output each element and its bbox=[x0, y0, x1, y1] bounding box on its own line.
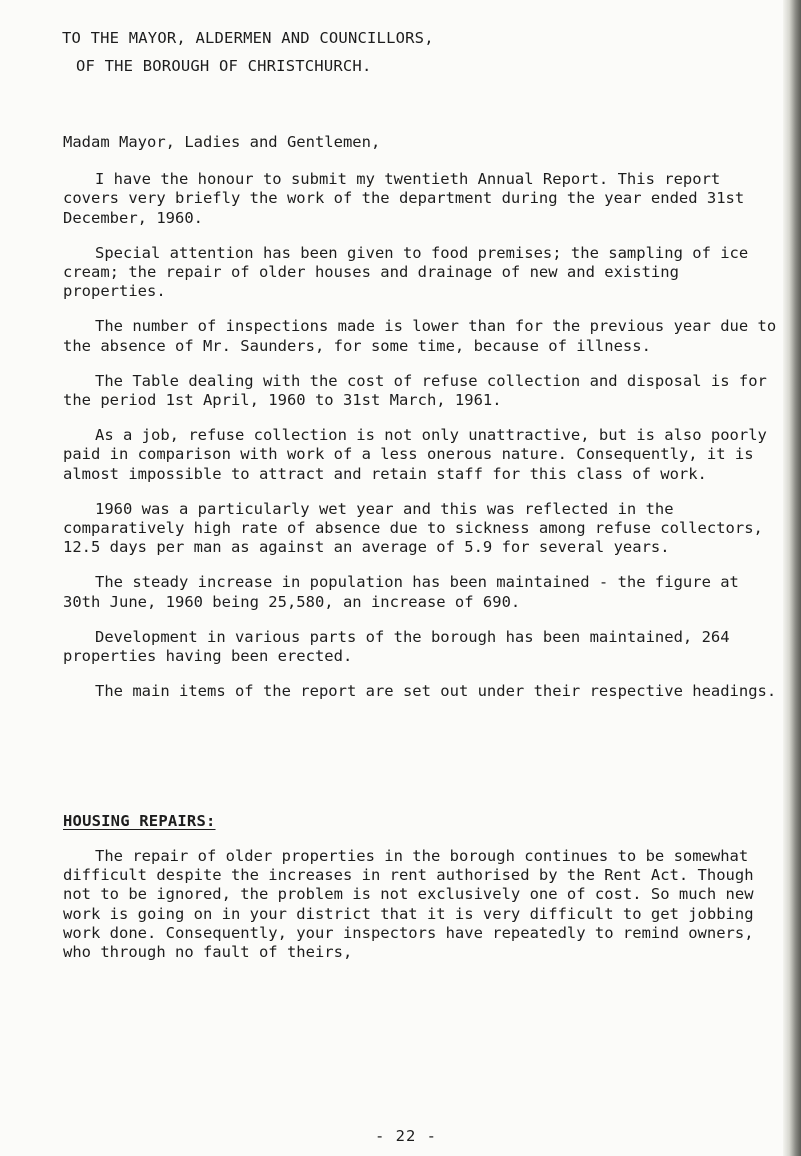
paragraph-wet-year: 1960 was a particularly wet year and this was reflected in the comparatively high rate of absence due to sickness among refuse collectors, 12.5 days per man as against an average of 5.9 for several years. bbox=[63, 499, 763, 557]
paragraph-refuse-table: The Table dealing with the cost of refuse collection and disposal is for the period 1st April, 1960 to 31st March, 1961. bbox=[63, 371, 767, 410]
page-edge-shadow bbox=[783, 0, 801, 1156]
paragraph-introduction: I have the honour to submit my twentieth Annual Report. This report covers very briefly the work of the department during the year ended 31st December, 1960. bbox=[63, 170, 745, 227]
paragraph-inspections: The number of inspections made is lower than for the previous year due to the absence of Mr. Saunders, for some time, because of illness. bbox=[63, 317, 777, 355]
paragraph-refuse-job: As a job, refuse collection is not only unattractive, but is also poorly paid in comparison with work of a less onerous nature. Consequently, it is almost impossible to attract and retain staff for this class of work. bbox=[63, 426, 767, 483]
salutation: Madam Mayor, Ladies and Gentlemen, bbox=[63, 133, 381, 151]
paragraph-development: Development in various parts of the borough has been maintained, 264 properties having been erected. bbox=[63, 627, 730, 666]
paragraph-population: The steady increase in population has been maintained - the figure at 30th June, 1960 being 25,580, an increase of 690. bbox=[63, 573, 739, 611]
report-body bbox=[63, 133, 778, 713]
address-header bbox=[62, 29, 742, 85]
section-heading-housing-repairs: HOUSING REPAIRS: bbox=[63, 812, 216, 830]
paragraph-main-items: The main items of the report are set out under their respective headings. bbox=[95, 682, 777, 701]
page-number: - 22 - bbox=[375, 1127, 437, 1145]
address-line-1: TO THE MAYOR, ALDERMEN AND COUNCILLORS, bbox=[62, 29, 434, 47]
address-line-2: OF THE BOROUGH OF CHRISTCHURCH. bbox=[76, 57, 372, 75]
paragraph-housing-repairs: The repair of older properties in the borough continues to be somewhat difficult despite the increases in rent authorised by the Rent Act. Though not to be ignored, the problem is not exclusively one of cost. So much new work is going on in your district that it is very difficult to get jobbing work done. Consequently, your inspectors have repeatedly to remind owners, who through no fault of theirs, bbox=[63, 847, 754, 962]
paragraph-special-attention: Special attention has been given to food premises; the sampling of ice cream; the repair of older houses and drainage of new and existing properties. bbox=[63, 243, 749, 301]
